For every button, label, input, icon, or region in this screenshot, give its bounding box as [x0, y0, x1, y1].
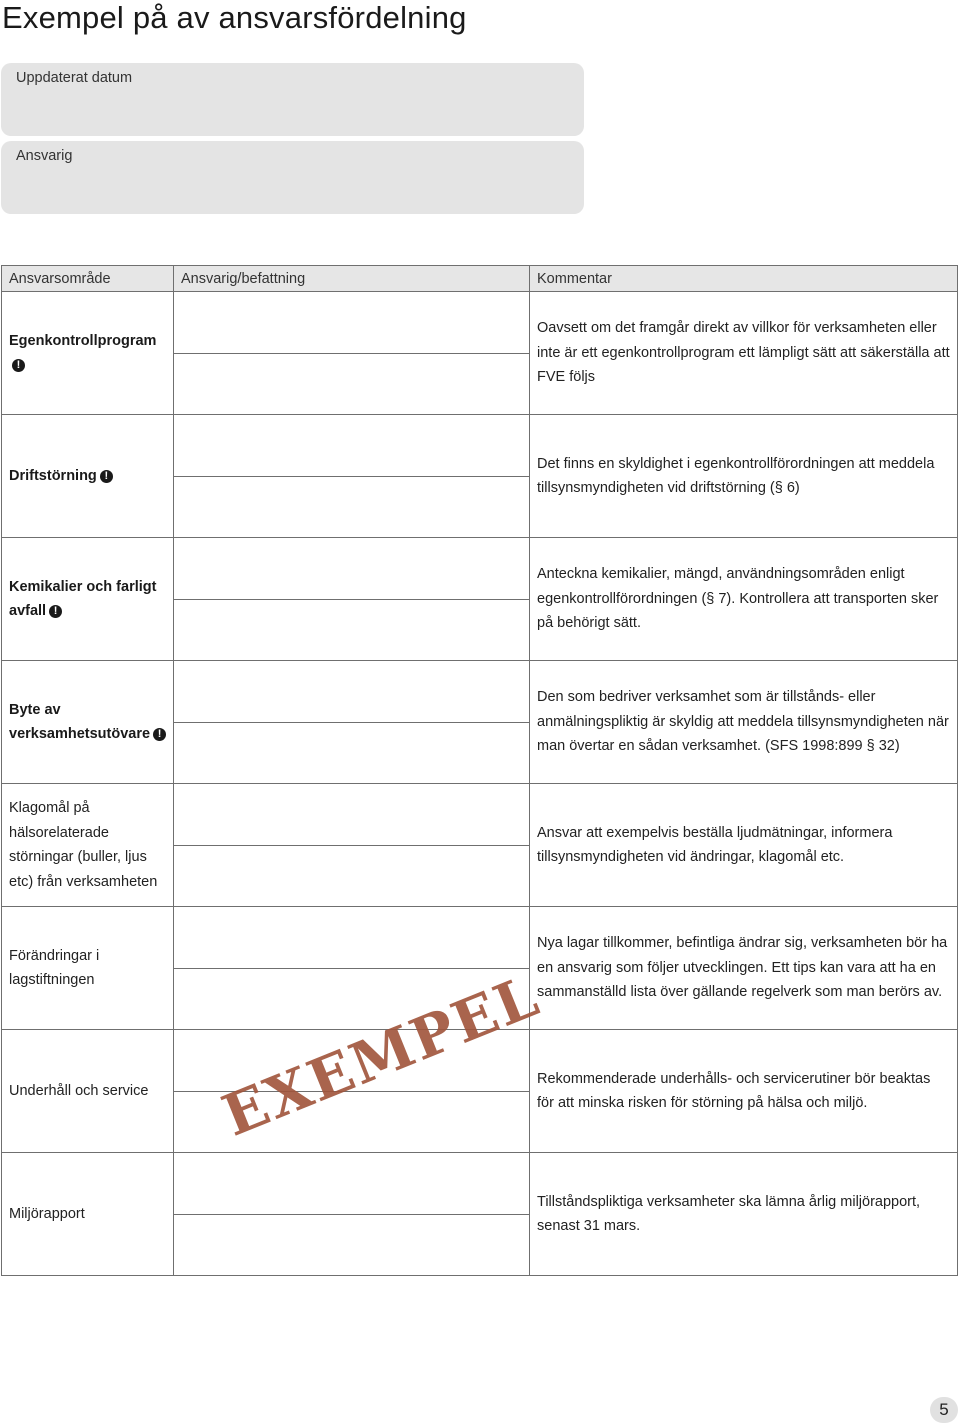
area-text: [2, 1202, 173, 1227]
responsible-cell[interactable]: [174, 661, 530, 784]
responsible-cell[interactable]: [174, 1153, 530, 1276]
fill-in-line: [174, 476, 529, 477]
table-row: [2, 538, 958, 661]
comment-text: Ansvar att exempelvis beställa ljudmätningar, informera tillsynsmyndigheten vid ändringar, klagomål etc.: [537, 824, 893, 865]
responsible-cell[interactable]: [174, 538, 530, 661]
area-text: [2, 329, 173, 378]
area-label: Kemikalier och farligt avfall: [9, 578, 157, 619]
comment-cell: [530, 538, 958, 661]
area-cell: [2, 1153, 174, 1276]
responsibility-table: [1, 265, 958, 1276]
table-row: [2, 661, 958, 784]
area-label: Klagomål på hälsorelaterade störningar (buller, ljus etc) från verksamheten: [9, 800, 158, 890]
comment-cell: [530, 661, 958, 784]
page-number: 5: [930, 1397, 958, 1423]
fill-in-line: [174, 968, 529, 969]
comment-cell: [530, 784, 958, 907]
comment-cell: [530, 292, 958, 415]
fill-in-line: [174, 599, 529, 600]
header-comment: Kommentar: [530, 266, 958, 292]
table-row: [2, 784, 958, 907]
fill-in-line: [174, 845, 529, 846]
comment-text: Oavsett om det framgår direkt av villkor för verksamheten eller inte är ett egenkontrollprogram ett lämpligt sätt att säkerställa att FVE följs: [537, 320, 950, 386]
area-cell: [2, 292, 174, 415]
comment-text: Rekommenderade underhålls- och servicerutiner bör beaktas för att minska risken för störning på hälsa och miljö.: [537, 1070, 931, 1111]
area-cell: [2, 538, 174, 661]
area-text: [2, 1079, 173, 1104]
area-text: [2, 464, 173, 489]
area-label: Driftstörning: [9, 467, 97, 484]
exclamation-icon: !: [49, 605, 62, 618]
table-row: [2, 415, 958, 538]
table-header-row: [2, 266, 958, 292]
exclamation-icon: !: [100, 470, 113, 483]
exclamation-icon: !: [153, 728, 166, 741]
comment-text: Nya lagar tillkommer, befintliga ändrar sig, verksamheten bör ha en ansvarig som följer utvecklingen. Ett tips kan vara att ha en sammanställd lista över gällande regelverk som man berörs av.: [537, 935, 948, 1001]
area-cell: [2, 784, 174, 907]
area-cell: [2, 1030, 174, 1153]
exclamation-icon: !: [12, 359, 25, 372]
updated-date-field[interactable]: [1, 63, 584, 136]
table-row: [2, 292, 958, 415]
area-cell: [2, 415, 174, 538]
responsible-cell[interactable]: [174, 415, 530, 538]
header-responsible: Ansvarig/befattning: [174, 266, 530, 292]
comment-cell: [530, 415, 958, 538]
comment-cell: [530, 1030, 958, 1153]
comment-text: Den som bedriver verksamhet som är tillstånds- eller anmälningspliktig är skyldig att meddela tillsynsmyndigheten när man övertar en sådan verksamhet. (SFS 1998:899 § 32): [537, 689, 949, 755]
area-text: [2, 796, 173, 894]
fill-in-line: [174, 1214, 529, 1215]
updated-date-label: Uppdaterat datum: [16, 70, 133, 86]
area-text: [2, 698, 173, 747]
comment-cell: [530, 907, 958, 1030]
table-row: [2, 1153, 958, 1276]
area-label: Byte av verksamhetsutövare: [9, 701, 151, 742]
area-text: [2, 575, 173, 624]
responsible-label: Ansvarig: [16, 148, 73, 164]
page-title: Exempel på av ansvarsfördelning: [2, 0, 467, 35]
comment-text: Anteckna kemikalier, mängd, användningsområden enligt egenkontrollförordningen (§ 7). Kontrollera att transporten sker på behörigt sätt.: [537, 566, 939, 632]
fill-in-line: [174, 353, 529, 354]
area-label: Egenkontrollprogram: [9, 332, 157, 349]
area-label: Miljörapport: [9, 1205, 85, 1222]
header-area: Ansvarsområde: [2, 266, 174, 292]
area-cell: [2, 661, 174, 784]
responsible-cell[interactable]: [174, 292, 530, 415]
comment-text: Det finns en skyldighet i egenkontrollförordningen att meddela tillsynsmyndigheten vid driftstörning (§ 6): [537, 455, 935, 496]
responsible-cell[interactable]: [174, 784, 530, 907]
fill-in-line: [174, 722, 529, 723]
area-cell: [2, 907, 174, 1030]
responsible-field[interactable]: [1, 141, 584, 214]
comment-text: Tillståndspliktiga verksamheter ska lämna årlig miljörapport, senast 31 mars.: [537, 1193, 921, 1234]
area-text: [2, 944, 173, 993]
comment-cell: [530, 1153, 958, 1276]
exempel-stamp: EXEMPEL: [213, 962, 549, 1150]
area-label: Förändringar i lagstiftningen: [9, 947, 100, 988]
area-label: Underhåll och service: [9, 1082, 149, 1099]
